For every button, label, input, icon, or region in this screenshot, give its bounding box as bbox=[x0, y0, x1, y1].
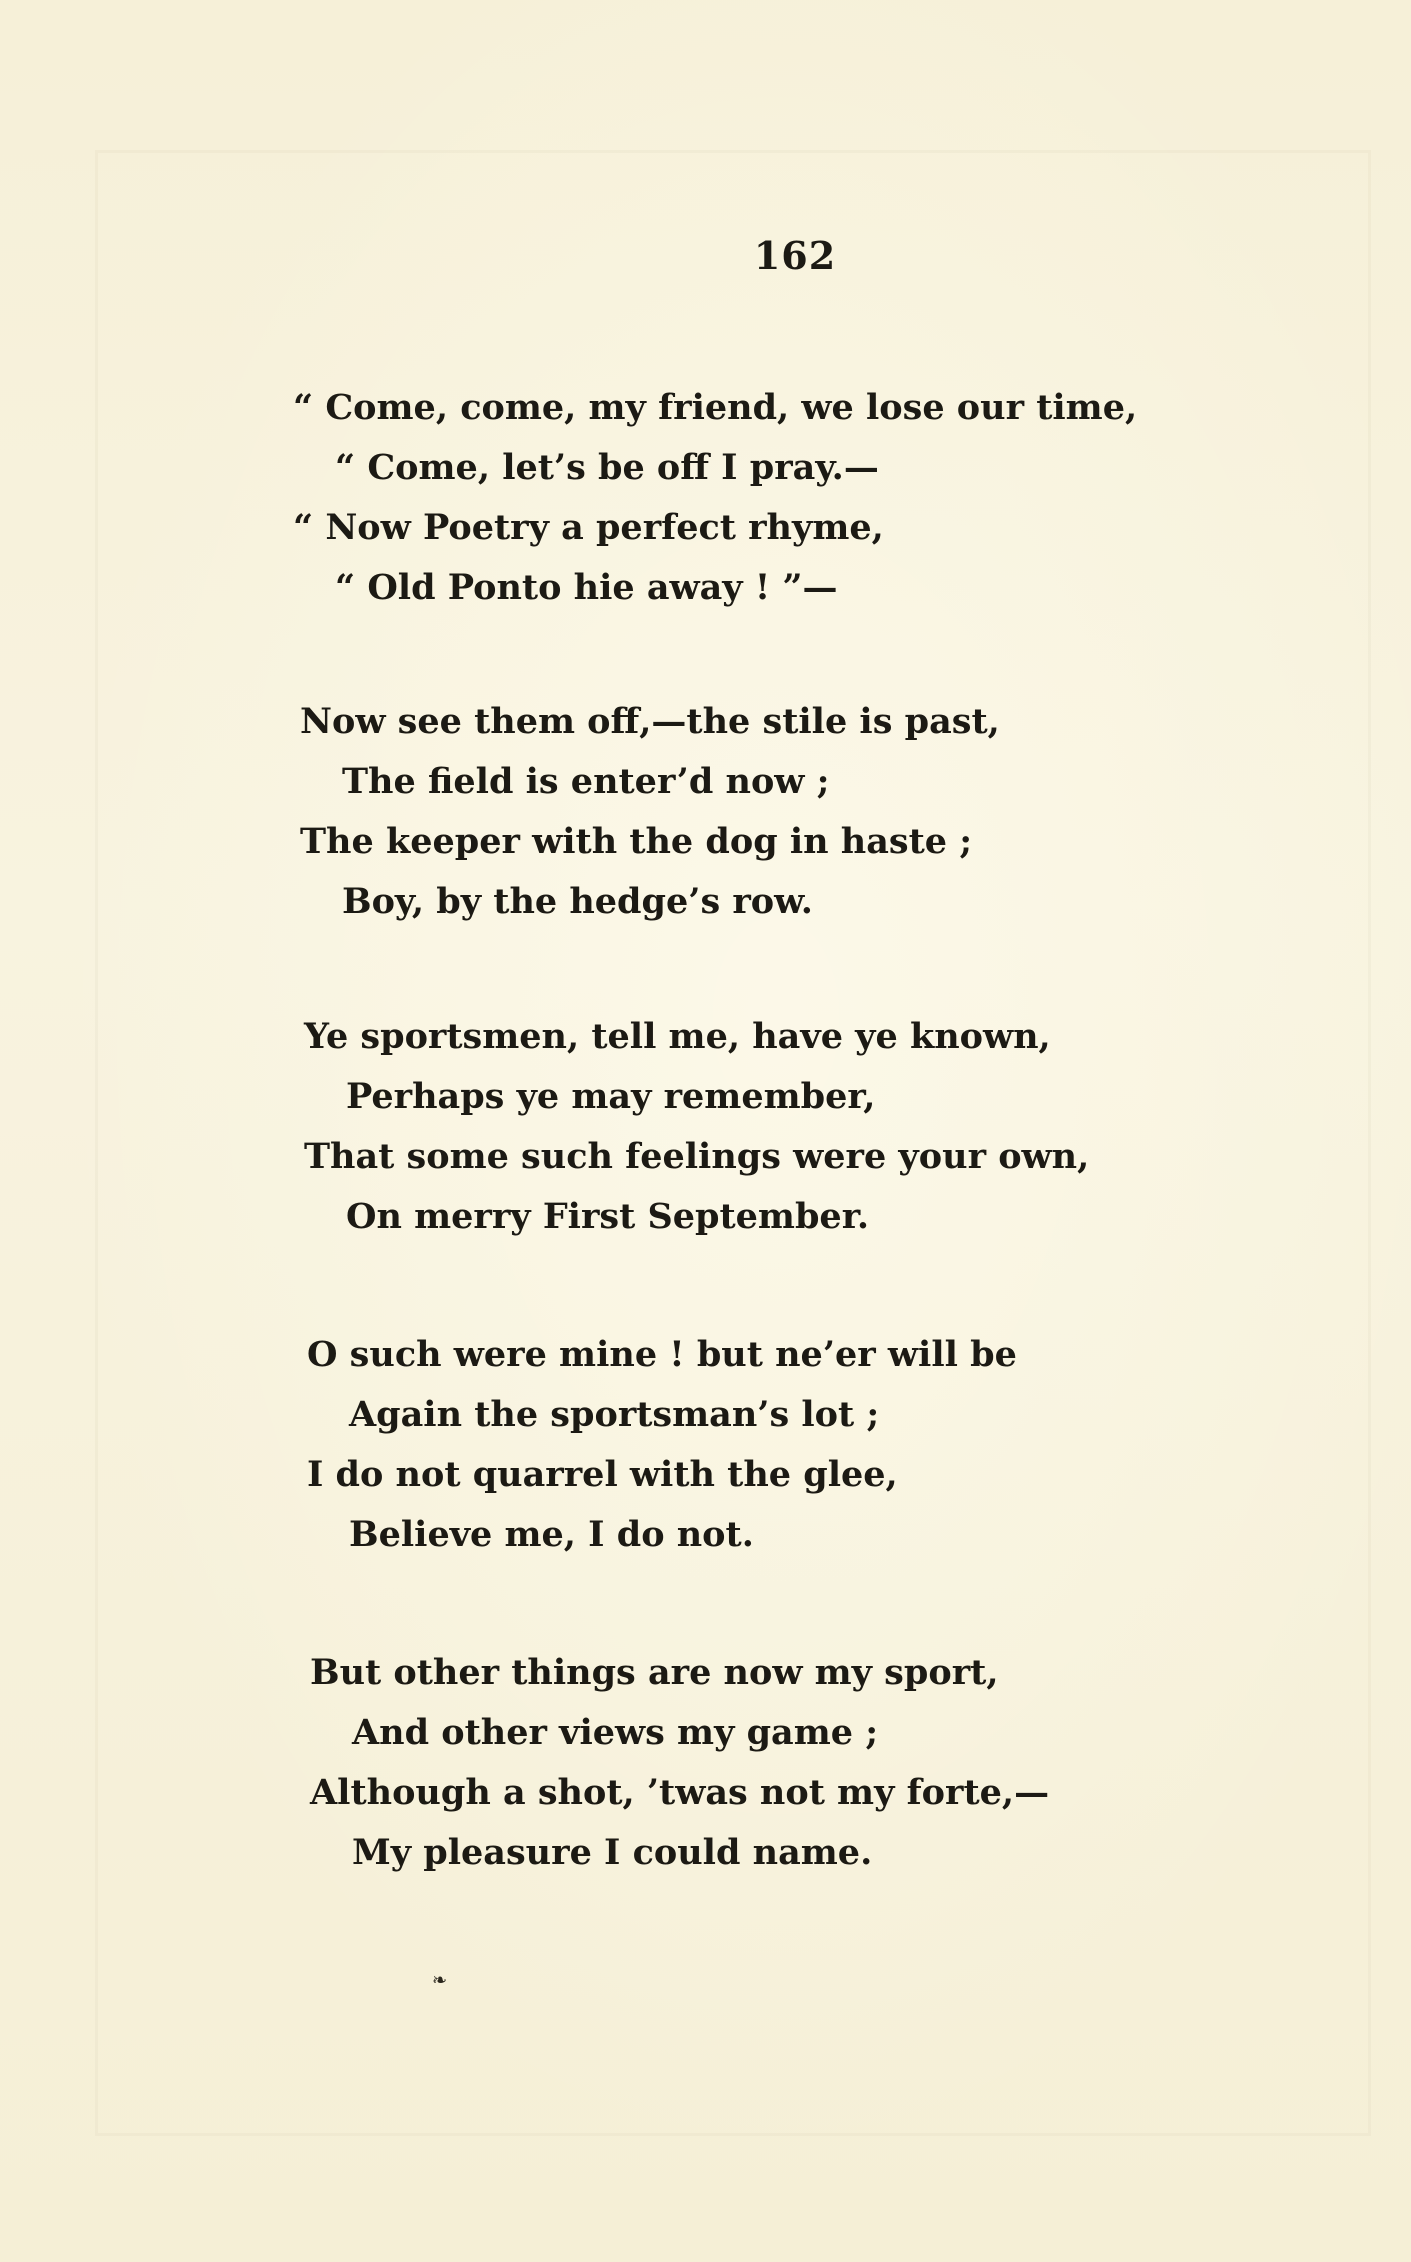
stanza-2-line-2: The field is enter’d now ; bbox=[342, 761, 830, 802]
stanza-1 bbox=[293, 378, 1293, 618]
stanza-3-line-2: Perhaps ye may remember, bbox=[346, 1076, 876, 1117]
stanza-1-line-4: “ Old Ponto hie away ! ”— bbox=[335, 567, 838, 608]
stanza-4 bbox=[307, 1325, 1307, 1565]
stanza-4-line-1: O such were mine ! but ne’er will be bbox=[307, 1334, 1017, 1375]
page-number: 162 bbox=[753, 233, 837, 278]
stanza-3-line-4: On merry First September. bbox=[346, 1196, 870, 1237]
stanza-1-line-1: “ Come, come, my friend, we lose our time, bbox=[293, 387, 1138, 428]
stanza-2-line-3: The keeper with the dog in haste ; bbox=[300, 821, 973, 862]
stanza-5-line-3: Although a shot, ’twas not my forte,— bbox=[310, 1772, 1050, 1813]
stanza-5-line-4: My pleasure I could name. bbox=[352, 1832, 873, 1873]
printer-ornament-icon: ❧ bbox=[432, 1970, 448, 1991]
stanza-5-line-1: But other things are now my sport, bbox=[310, 1652, 999, 1693]
stanza-3 bbox=[304, 1007, 1304, 1247]
stanza-2 bbox=[300, 692, 1300, 932]
stanza-5 bbox=[310, 1643, 1310, 1883]
stanza-4-line-2: Again the sportsman’s lot ; bbox=[349, 1394, 880, 1435]
stanza-1-line-2: “ Come, let’s be off I pray.— bbox=[335, 447, 879, 488]
stanza-1-line-3: “ Now Poetry a perfect rhyme, bbox=[293, 507, 884, 548]
stanza-4-line-3: I do not quarrel with the glee, bbox=[307, 1454, 898, 1495]
stanza-4-line-4: Believe me, I do not. bbox=[349, 1514, 754, 1555]
stanza-3-line-3: That some such feelings were your own, bbox=[304, 1136, 1090, 1177]
stanza-3-line-1: Ye sportsmen, tell me, have ye known, bbox=[304, 1016, 1051, 1057]
stanza-5-line-2: And other views my game ; bbox=[352, 1712, 879, 1753]
stanza-2-line-1: Now see them off,—the stile is past, bbox=[300, 701, 1000, 742]
stanza-2-line-4: Boy, by the hedge’s row. bbox=[342, 881, 813, 922]
